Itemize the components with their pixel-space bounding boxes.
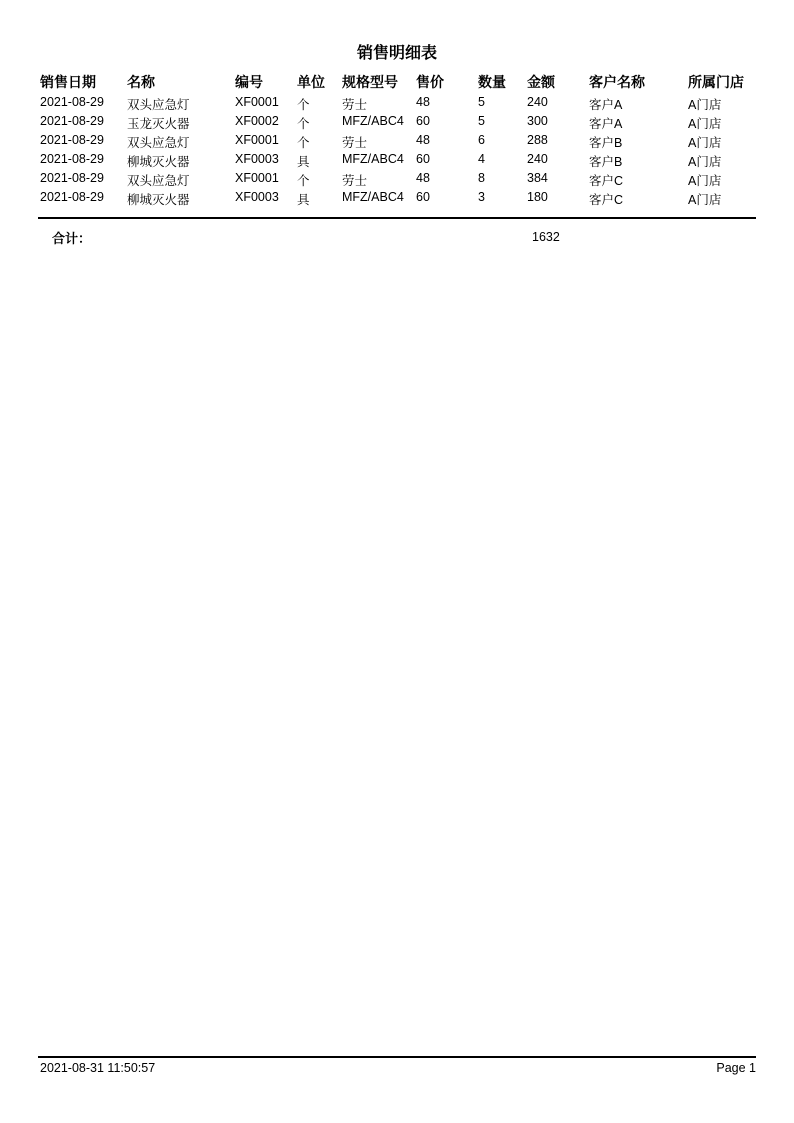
- cell-price: 60: [416, 114, 430, 128]
- cell-amount: 240: [527, 152, 548, 166]
- cell-date: 2021-08-29: [40, 114, 104, 128]
- cell-amount: 180: [527, 190, 548, 204]
- cell-unit: 个: [297, 98, 310, 112]
- column-header-amount: 金额: [527, 75, 555, 91]
- page-number: Page 1: [716, 1061, 756, 1075]
- cell-name: 双头应急灯: [127, 136, 190, 150]
- cell-amount: 300: [527, 114, 548, 128]
- cell-unit: 个: [297, 136, 310, 150]
- cell-name: 双头应急灯: [127, 174, 190, 188]
- cell-qty: 3: [478, 190, 485, 204]
- cell-qty: 5: [478, 95, 485, 109]
- cell-store: A门店: [688, 155, 722, 169]
- cell-customer: 客户A: [589, 98, 623, 112]
- cell-qty: 8: [478, 171, 485, 185]
- cell-unit: 个: [297, 117, 310, 131]
- cell-code: XF0003: [235, 190, 279, 204]
- cell-customer: 客户C: [589, 174, 624, 188]
- cell-name: 玉龙灭火器: [127, 117, 190, 131]
- table-row: [0, 114, 794, 133]
- cell-unit: 个: [297, 174, 310, 188]
- column-header-spec: 规格型号: [342, 75, 398, 91]
- cell-code: XF0001: [235, 95, 279, 109]
- cell-date: 2021-08-29: [40, 152, 104, 166]
- cell-code: XF0002: [235, 114, 279, 128]
- cell-price: 48: [416, 133, 430, 147]
- cell-amount: 240: [527, 95, 548, 109]
- cell-price: 60: [416, 190, 430, 204]
- cell-spec: 劳士: [342, 174, 368, 188]
- column-header-date: 销售日期: [40, 75, 96, 91]
- cell-code: XF0003: [235, 152, 279, 166]
- cell-store: A门店: [688, 174, 722, 188]
- cell-qty: 5: [478, 114, 485, 128]
- cell-date: 2021-08-29: [40, 190, 104, 204]
- table-bottom-rule: [38, 217, 756, 219]
- cell-store: A门店: [688, 98, 722, 112]
- table-row: [0, 190, 794, 209]
- table-row: [0, 133, 794, 152]
- cell-customer: 客户A: [589, 117, 623, 131]
- column-header-name: 名称: [127, 75, 155, 91]
- cell-unit: 具: [297, 193, 310, 207]
- footer-rule: [38, 1056, 756, 1058]
- column-header-customer: 客户名称: [589, 75, 645, 91]
- cell-store: A门店: [688, 193, 722, 207]
- cell-customer: 客户B: [589, 136, 623, 150]
- cell-customer: 客户B: [589, 155, 623, 169]
- table-row: [0, 152, 794, 171]
- total-label: 合计：: [52, 232, 92, 247]
- total-amount: 1632: [532, 230, 560, 244]
- cell-store: A门店: [688, 117, 722, 131]
- cell-spec: 劳士: [342, 136, 368, 150]
- cell-qty: 6: [478, 133, 485, 147]
- cell-customer: 客户C: [589, 193, 624, 207]
- table-row: [0, 171, 794, 190]
- cell-spec: MFZ/ABC4: [342, 152, 404, 166]
- cell-name: 双头应急灯: [127, 98, 190, 112]
- cell-date: 2021-08-29: [40, 133, 104, 147]
- cell-price: 48: [416, 171, 430, 185]
- cell-code: XF0001: [235, 133, 279, 147]
- column-header-qty: 数量: [478, 75, 506, 91]
- cell-code: XF0001: [235, 171, 279, 185]
- cell-date: 2021-08-29: [40, 95, 104, 109]
- cell-unit: 具: [297, 155, 310, 169]
- cell-name: 柳城灭火器: [127, 193, 190, 207]
- cell-price: 60: [416, 152, 430, 166]
- report-title: 销售明细表: [356, 43, 437, 62]
- print-timestamp: 2021-08-31 11:50:57: [40, 1061, 156, 1075]
- column-header-code: 编号: [235, 75, 263, 91]
- cell-amount: 288: [527, 133, 548, 147]
- cell-qty: 4: [478, 152, 485, 166]
- cell-name: 柳城灭火器: [127, 155, 190, 169]
- column-header-store: 所属门店: [688, 75, 744, 91]
- cell-spec: 劳士: [342, 98, 368, 112]
- cell-price: 48: [416, 95, 430, 109]
- cell-date: 2021-08-29: [40, 171, 104, 185]
- column-header-unit: 单位: [297, 75, 325, 91]
- cell-store: A门店: [688, 136, 722, 150]
- column-header-price: 售价: [416, 75, 444, 91]
- cell-amount: 384: [527, 171, 548, 185]
- cell-spec: MFZ/ABC4: [342, 190, 404, 204]
- cell-spec: MFZ/ABC4: [342, 114, 404, 128]
- table-row: [0, 95, 794, 114]
